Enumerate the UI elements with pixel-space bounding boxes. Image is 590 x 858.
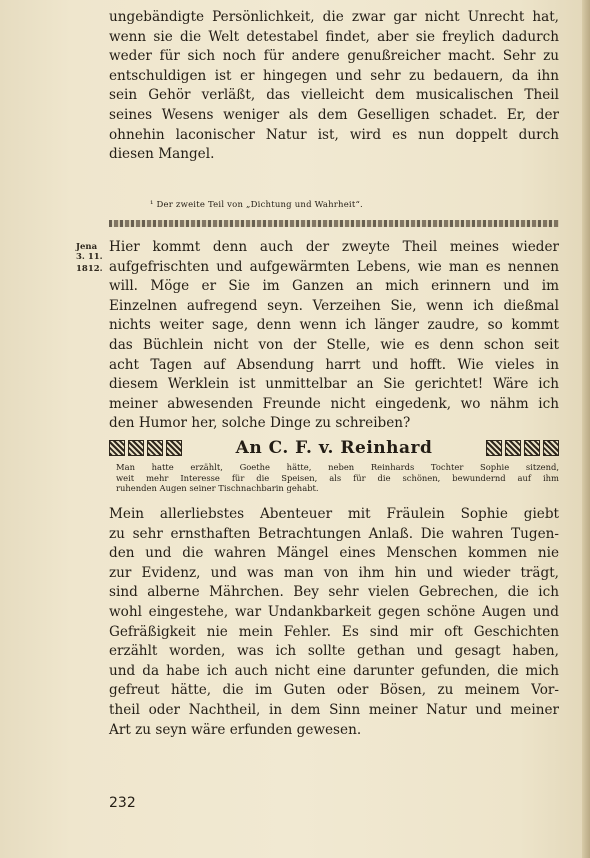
page-edge [582, 0, 590, 858]
ornament-block [109, 440, 125, 456]
text-line: Gefräßigkeit nie mein Fehler. Es sind mir oft Geschichten [109, 623, 559, 640]
paragraph-2 [109, 238, 559, 434]
text-line: und da habe ich auch nicht eine darunter gefunden, die mich [109, 662, 559, 679]
ornament-block [486, 440, 502, 456]
intro-line: weit mehr Interesse für die Speisen, als für die schönen, bewundernd auf ihm [116, 472, 559, 483]
ornament-block [543, 440, 559, 456]
text-line: den und die wahren Mängel eines Menschen kommen nie [109, 545, 559, 562]
text-line: das Büchlein nicht von der Stelle, wie es denn schon seit [109, 336, 559, 353]
ornament-block [147, 440, 163, 456]
text-line: wenn sie die Welt detestabel findet, aber sie freylich dadurch [109, 28, 559, 45]
text-line: Einzelnen aufregend seyn. Verzeihen Sie, wenn ich dießmal [109, 297, 559, 314]
paragraph-1 [109, 8, 559, 165]
text-line: Art zu seyn wäre erfunden gewesen. [109, 721, 362, 738]
ornament-block [166, 440, 182, 456]
text-line: theil oder Nachtheil, in dem Sinn meiner Natur und meiner [109, 701, 559, 718]
text-line: den Humor her, solche Dinge zu schreiben? [109, 415, 411, 432]
text-line: erzählt worden, was ich sollte gethan und gesagt haben, [109, 643, 559, 660]
text-line: Mein allerliebstes Abenteuer mit Fräulein Sophie giebt [109, 506, 559, 522]
text-line: entschuldigen ist er hingegen und sehr zu bedauern, da ihn [109, 67, 559, 84]
heading-title: An C. F. v. Reinhard [235, 438, 433, 458]
intro-line: Man hatte erzählt, Goethe hätte, neben Reinhards Tochter Sophie sitzend, [116, 462, 559, 472]
ornament-left [109, 440, 182, 456]
margin-note-place [76, 242, 103, 262]
text-line: diesen Mangel. [109, 146, 215, 163]
margin-date: 3. 11. [76, 252, 103, 262]
text-line: nichts weiter sage, denn wenn ich länger zaudre, so kommt [109, 317, 559, 334]
footnote: ¹ Der zweite Teil von „Dichtung und Wahrheit“. [150, 200, 363, 210]
ornament-right [486, 440, 559, 456]
text-line: wohl eingestehe, war Undankbarkeit gegen schöne Augen und [109, 603, 559, 620]
text-line: meiner abwesenden Freunde nicht eingedenk, wo nähm ich [109, 395, 559, 412]
ornament-block [524, 440, 540, 456]
text-line: sind alberne Mährchen. Bey sehr vielen Gebrechen, die ich [109, 584, 559, 601]
text-line: sein Gehör verläßt, das vielleicht dem musicalischen Theil [109, 87, 559, 104]
text-line: gefreut hätte, die im Guten oder Bösen, zu meinem Vor- [109, 682, 559, 699]
text-line: ungebändigte Persönlichkeit, die zwar gar nicht Unrecht hat, [109, 9, 559, 25]
letter-intro [116, 462, 559, 494]
intro-line: ruhenden Augen seiner Tischnachbarin gehabt. [116, 483, 319, 493]
text-line: ohnehin laconischer Natur ist, wird es nun doppelt durch [109, 126, 559, 143]
margin-place: Jena [76, 242, 98, 252]
page-number: 232 [109, 795, 136, 811]
text-line: seines Wesens weniger als dem Geselligen schadet. Er, der [109, 106, 559, 123]
text-line: zu sehr ernsthaften Betrachtungen Anlaß. Die wahren Tugen- [109, 525, 559, 542]
text-line: acht Tagen auf Absendung harrt und hofft. Wie vieles in [109, 356, 559, 373]
ornament-block [505, 440, 521, 456]
letter-heading [109, 437, 559, 459]
text-line: will. Möge er Sie im Ganzen an mich erinnern und im [109, 278, 559, 295]
text-line: aufgefrischten und aufgewärmten Lebens, wie man es nennen [109, 258, 559, 275]
text-line: weder für sich noch für andere genußreicher macht. Sehr zu [109, 48, 559, 65]
paragraph-3 [109, 505, 559, 740]
text-line: diesem Werklein ist unmittelbar an Sie gerichtet! Wäre ich [109, 376, 559, 393]
text-line: zur Evidenz, und was man von ihm hin und wieder trägt, [109, 564, 559, 581]
ornamental-rule [109, 220, 559, 227]
margin-note-year: 1812. [76, 264, 103, 274]
ornament-block [128, 440, 144, 456]
text-line: Hier kommt denn auch der zweyte Theil meines wieder [109, 239, 559, 255]
